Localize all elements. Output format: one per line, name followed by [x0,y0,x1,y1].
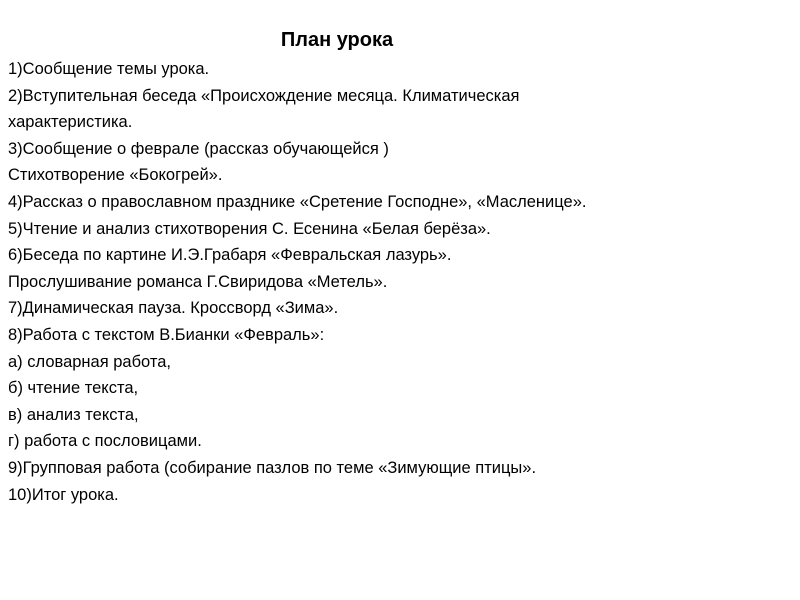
plan-line-6: 4)Рассказ о православном празднике «Сретение Господне», «Масленице». [8,192,587,211]
plan-line-15: г) работа с пословицами. [8,432,202,451]
plan-line-5: Стихотворение «Бокогрей». [8,166,223,185]
plan-line-3: характеристика. [8,113,133,132]
plan-line-11: 8)Работа с текстом В.Бианки «Февраль»: [8,325,325,344]
plan-line-12: а) словарная работа, [8,352,171,371]
plan-line-2: 2)Вступительная беседа «Происхождение месяца. Климатическая [8,86,520,105]
lesson-plan-list [8,56,794,508]
plan-line-9: Прослушивание романса Г.Свиридова «Метель». [8,272,388,291]
plan-line-16: 9)Групповая работа (собирание пазлов по теме «Зимующие птицы». [8,458,537,477]
slide-title-text: План урока [280,29,394,51]
plan-line-1: 1)Сообщение темы урока. [8,60,210,78]
plan-line-10: 7)Динамическая пауза. Кроссворд «Зима». [8,299,339,318]
plan-line-13: б) чтение текста, [8,379,139,398]
plan-line-7: 5)Чтение и анализ стихотворения С. Есенина «Белая берёза». [8,219,491,238]
slide-title [0,28,800,52]
plan-line-8: 6)Беседа по картине И.Э.Грабаря «Февральская лазурь». [8,246,452,265]
plan-line-14: в) анализ текста, [8,405,139,424]
plan-line-4: 3)Сообщение о феврале (рассказ обучающейся ) [8,139,389,158]
plan-line-17: 10)Итог урока. [8,485,119,504]
